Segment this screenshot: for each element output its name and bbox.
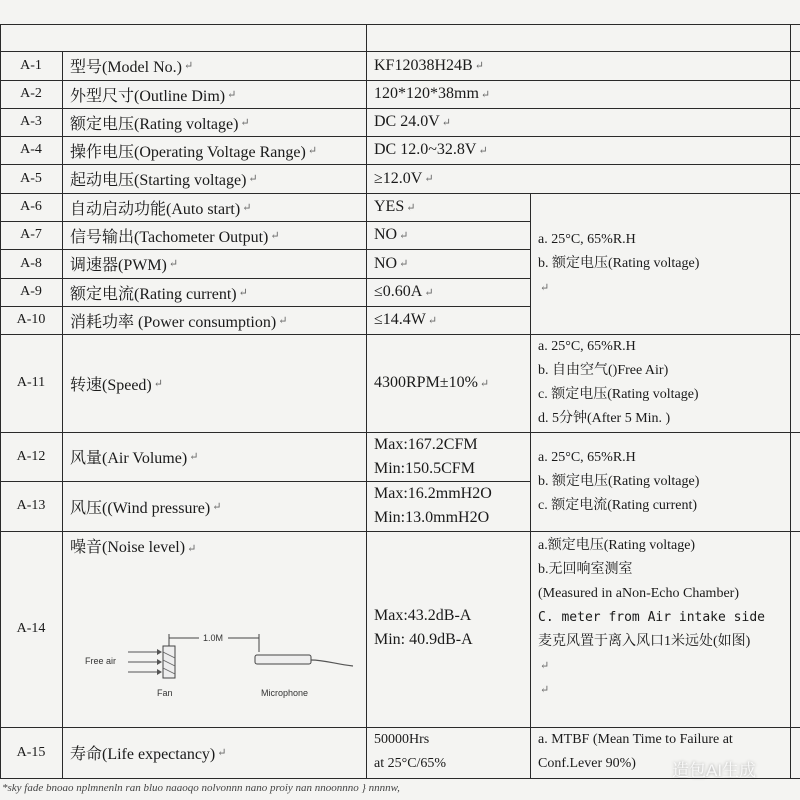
grid-line <box>790 24 791 778</box>
grid-line <box>0 24 800 25</box>
row-id: A-9 <box>20 284 42 299</box>
row-id: A-11 <box>16 375 46 390</box>
note-line: d. 5分钟(After 5 Min. ) <box>538 411 671 426</box>
note-mark: ↵ <box>540 660 550 672</box>
free-air-label: Free air <box>85 656 117 666</box>
note-line: b.无回响室测室 <box>538 562 633 577</box>
parameter-value <box>366 482 530 531</box>
parameter-name: 信号输出(Tachometer Output) ↵ <box>70 228 280 246</box>
row-id: A-2 <box>20 86 42 101</box>
value-max: Max:43.2dB-A <box>374 607 472 624</box>
parameter-value: DC 24.0V ↵ <box>374 113 451 130</box>
airflow-arrowhead <box>157 659 162 665</box>
note-line: a. 25°C, 65%R.H <box>538 232 636 247</box>
parameter-name: 额定电流(Rating current) ↵ <box>70 285 248 303</box>
footer-handwriting: *sky fade bnoao nplmnenln ran bluo naaoqo nolvonnn nano proiy nan nnoonnno } nnnnw, <box>2 782 400 794</box>
parameter-name: 转速(Speed) ↵ <box>70 376 163 394</box>
value-min: at 25°C/65% <box>374 756 447 771</box>
distance-label: 1.0M <box>202 633 224 643</box>
note-line: C. meter from Air intake side <box>538 610 765 625</box>
parameter-value <box>366 728 530 778</box>
parameter-name: 自动启动功能(Auto start) ↵ <box>70 200 252 218</box>
parameter-name: 操作电压(Operating Voltage Range) ↵ <box>70 143 318 161</box>
parameter-name: 型号(Model No.) ↵ <box>70 59 194 76</box>
parameter-name: 寿命(Life expectancy) ↵ <box>70 746 227 763</box>
parameter-name: 额定电压(Rating voltage) ↵ <box>70 115 250 133</box>
parameter-value: NO ↵ <box>374 254 409 272</box>
watermark: 造包AI生成 <box>672 761 757 780</box>
note-line: a. 25°C, 65%R.H <box>538 339 636 354</box>
note-line: a. 25°C, 65%R.H <box>538 450 636 465</box>
grid-line <box>0 531 800 532</box>
row-id: A-7 <box>20 227 42 242</box>
value-max: Max:167.2CFM <box>374 436 478 453</box>
parameter-value: YES ↵ <box>374 198 416 215</box>
row-id: A-12 <box>16 448 46 464</box>
note-line: b. 自由空气()Free Air) <box>538 363 669 378</box>
note-line: a.额定电压(Rating voltage) <box>538 538 696 553</box>
parameter-name: 外型尺寸(Outline Dim) ↵ <box>70 87 237 105</box>
row-id: A-14 <box>16 621 46 636</box>
note-line: Conf.Lever 90%) <box>538 756 636 771</box>
row-id: A-3 <box>20 114 42 129</box>
parameter-value: 4300RPM±10% ↵ <box>374 374 490 391</box>
parameter-value: NO ↵ <box>374 226 409 243</box>
noise-measurement-diagram <box>63 600 366 726</box>
fan-label: Fan <box>157 688 173 698</box>
row-id: A-10 <box>16 312 46 327</box>
parameter-name: 消耗功率 (Power consumption) ↵ <box>70 313 288 331</box>
microphone-icon <box>255 655 311 664</box>
note-mark: ↵ <box>540 684 550 696</box>
microphone-cable <box>311 660 353 666</box>
parameter-name: 起动电压(Starting voltage) ↵ <box>70 172 258 189</box>
note-line: 麦克风置于离入风口1米远处(如图) <box>538 634 751 649</box>
note-line: b. 额定电压(Rating voltage) <box>538 474 700 489</box>
note-line: c. 额定电流(Rating current) <box>538 498 698 513</box>
value-min: Min:13.0mmH2O <box>374 509 490 526</box>
row-id: A-13 <box>16 498 46 513</box>
parameter-value: ≥12.0V ↵ <box>374 169 434 187</box>
row-id: A-6 <box>20 199 42 214</box>
value-min: Min:150.5CFM <box>374 460 475 477</box>
note-line: a. MTBF (Mean Time to Failure at <box>538 732 733 747</box>
parameter-name: 风量(Air Volume) ↵ <box>70 450 199 467</box>
row-id: A-5 <box>20 170 42 186</box>
conditions-note <box>530 228 790 328</box>
row-id: A-4 <box>20 142 42 157</box>
value-max: 50000Hrs <box>374 732 430 747</box>
conditions-note <box>530 534 790 724</box>
airflow-arrowhead <box>157 669 162 675</box>
parameter-value <box>366 604 530 654</box>
value-min: Min: 40.9dB-A <box>374 631 473 648</box>
row-id: A-1 <box>20 57 42 73</box>
parameter-value: 120*120*38mm ↵ <box>374 85 491 102</box>
conditions-note <box>530 446 790 526</box>
note-mark: ↵ <box>540 282 550 294</box>
note-line: c. 额定电压(Rating voltage) <box>538 387 699 402</box>
note-line: (Measured in aNon-Echo Chamber) <box>538 586 739 601</box>
parameter-value <box>366 433 530 481</box>
row-id: A-8 <box>20 255 42 271</box>
parameter-name: 风压((Wind pressure) ↵ <box>70 499 222 517</box>
note-line: b. 额定电压(Rating voltage) <box>538 256 700 271</box>
parameter-value: KF12038H24B ↵ <box>374 56 484 74</box>
value-max: Max:16.2mmH2O <box>374 485 492 502</box>
airflow-arrowhead <box>157 649 162 655</box>
parameter-value: ≤14.4W ↵ <box>374 311 438 328</box>
parameter-name: 调速器(PWM) ↵ <box>70 257 179 274</box>
parameter-value: ≤0.60A ↵ <box>374 283 434 300</box>
parameter-value: DC 12.0~32.8V ↵ <box>374 141 488 158</box>
microphone-label: Microphone <box>261 688 309 698</box>
row-id: A-15 <box>16 744 46 760</box>
parameter-name: 噪音(Noise level) ↵ <box>70 539 197 556</box>
conditions-note <box>530 335 790 431</box>
